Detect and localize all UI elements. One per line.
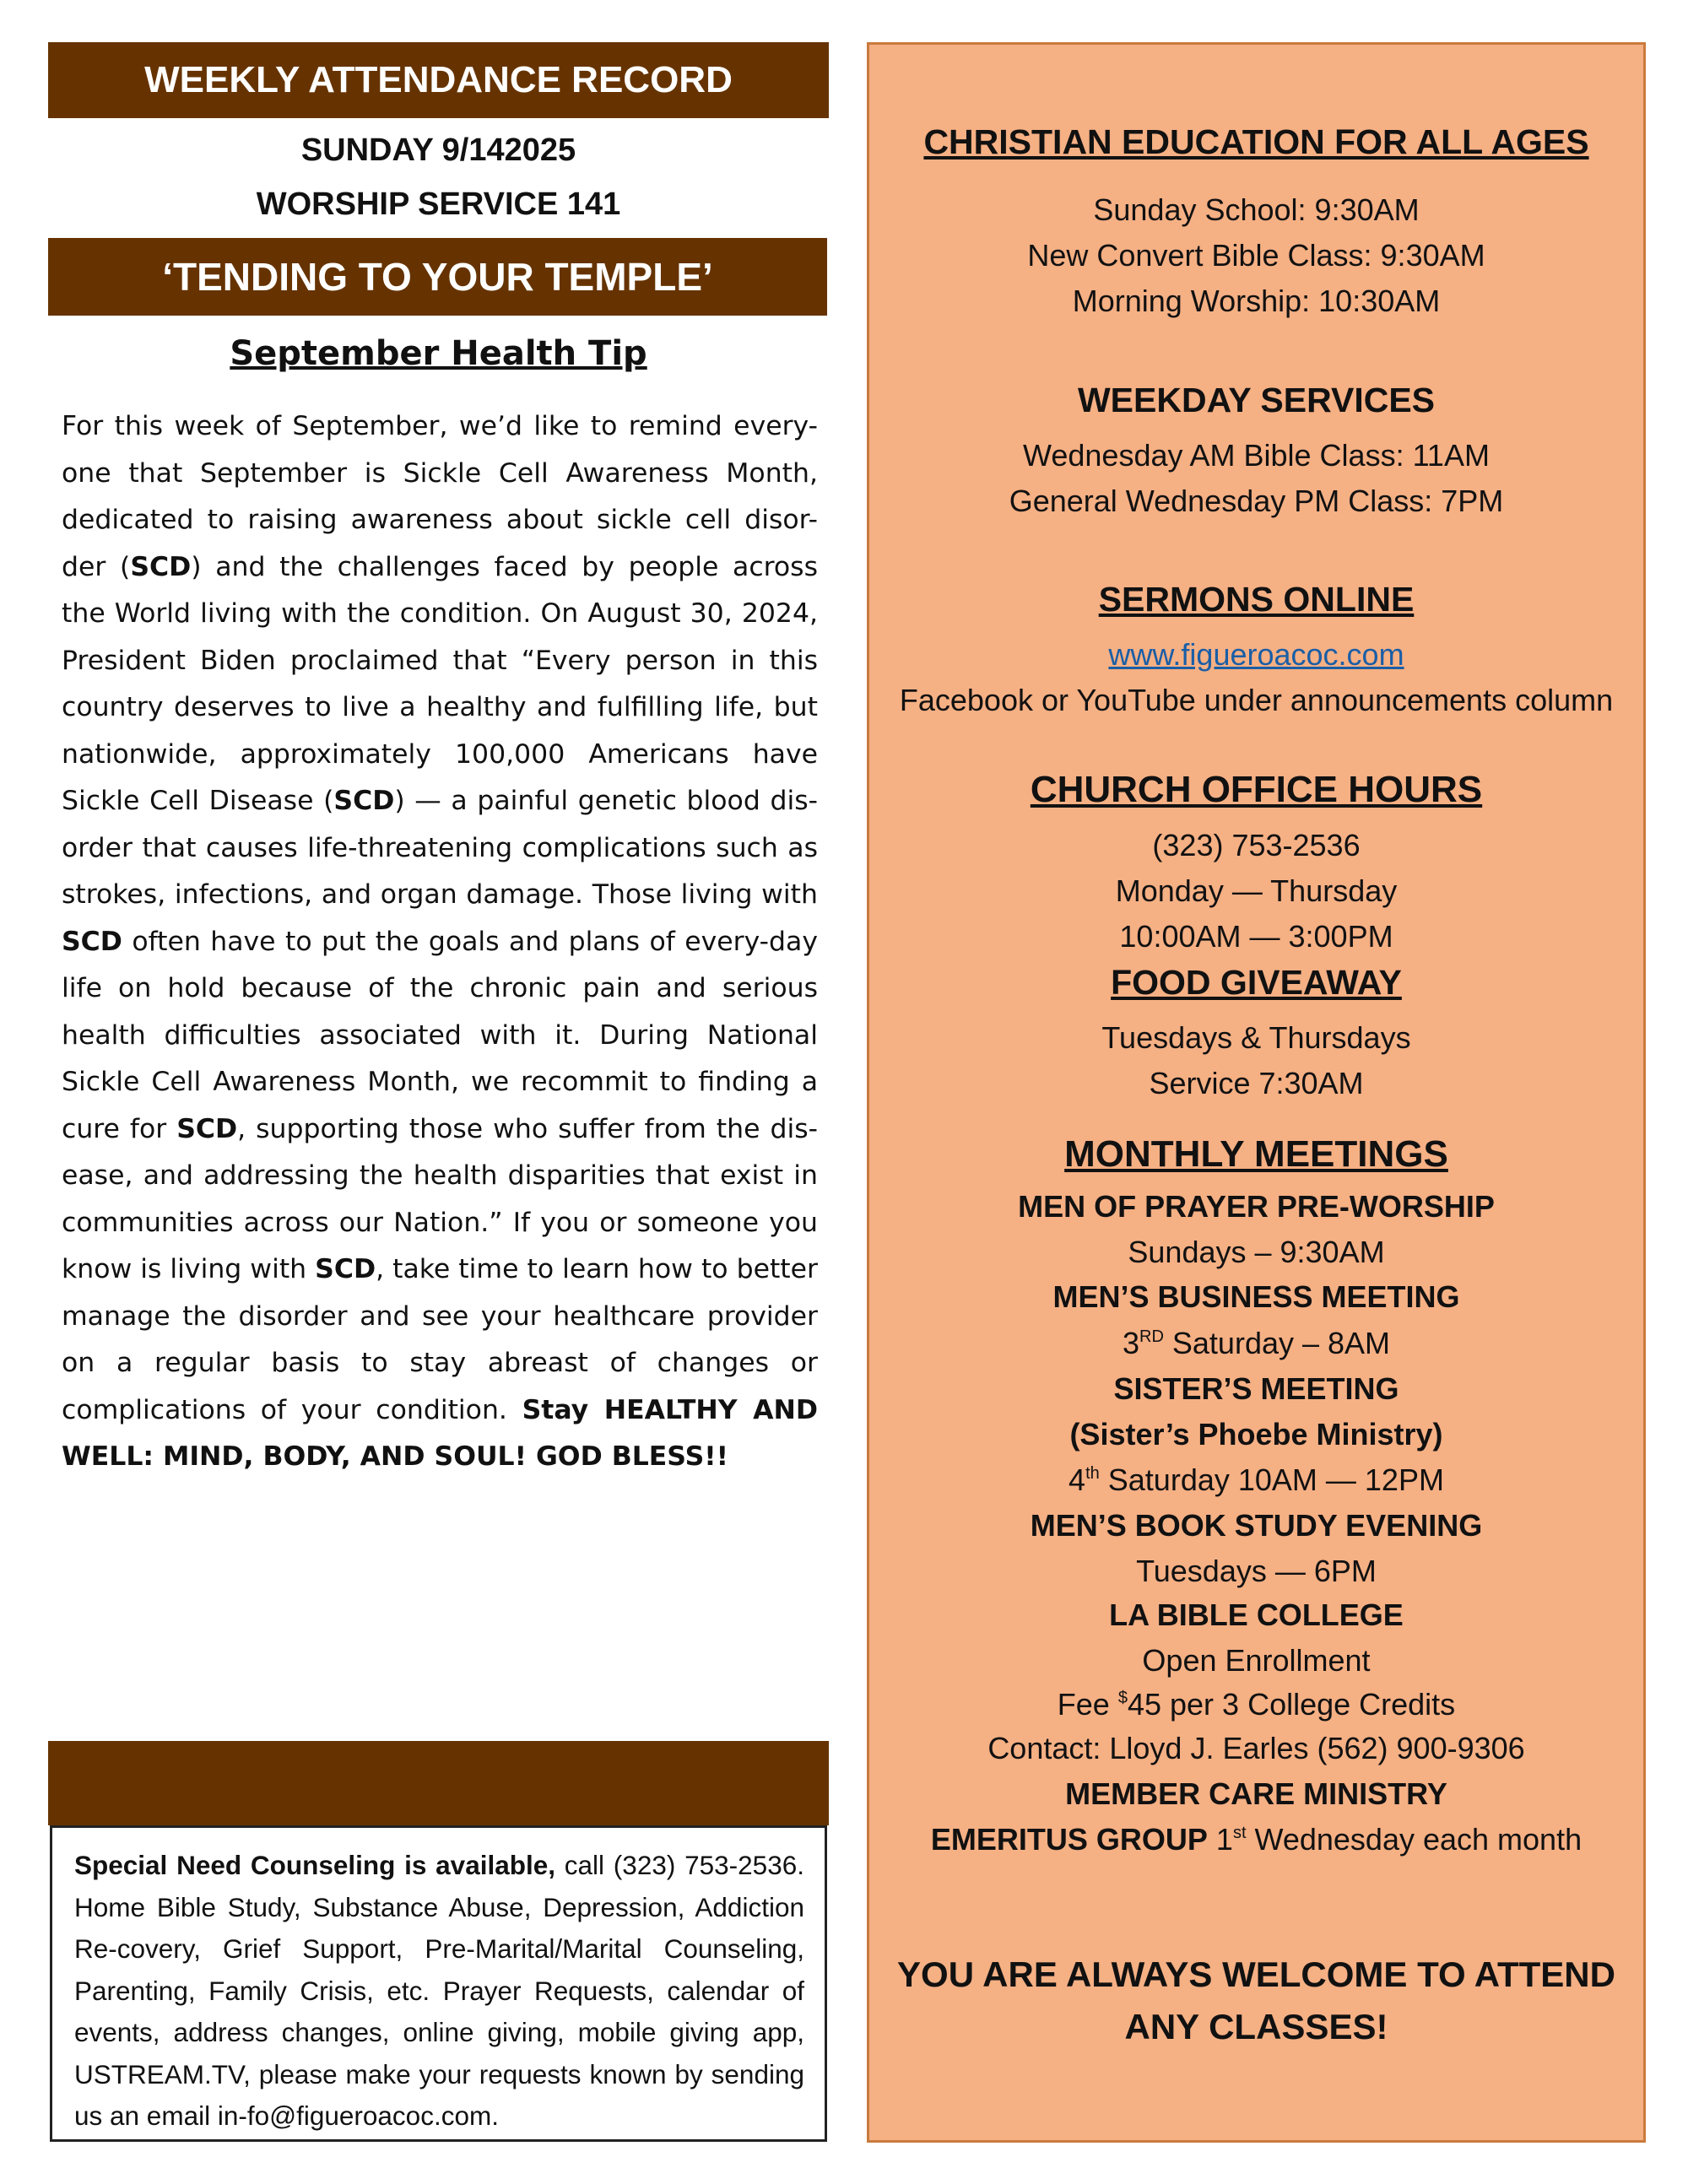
- monthly-meetings-title: MONTHLY MEETINGS: [1064, 1133, 1448, 1175]
- office-hours-title: CHURCH OFFICE HOURS: [1030, 769, 1483, 810]
- sermons-online-title: SERMONS ONLINE: [1098, 580, 1415, 619]
- office-days: Monday — Thursday: [1115, 873, 1398, 908]
- meeting-name: MEN OF PRAYER PRE-WORSHIP: [1018, 1189, 1495, 1224]
- attendance-header: WEEKLY ATTENDANCE RECORD: [48, 42, 829, 118]
- meeting-name: MEMBER CARE MINISTRY: [1065, 1776, 1447, 1811]
- tip-scd: SCD: [130, 551, 192, 582]
- meeting-name: MEN’S BOOK STUDY EVENING: [1030, 1508, 1483, 1543]
- edu-item: Sunday School: 9:30AM: [1093, 192, 1420, 227]
- counseling-header-bar: [48, 1741, 829, 1825]
- left-column: [48, 42, 829, 1481]
- tip-scd: SCD: [333, 786, 395, 816]
- college-enrollment: Open Enrollment: [1142, 1643, 1371, 1678]
- emeritus-line: EMERITUS GROUP 1st Wednesday each month: [930, 1822, 1582, 1857]
- edu-item: New Convert Bible Class: 9:30AM: [1027, 238, 1485, 273]
- tip-text: , take time to learn how to better manage the disorder and see your healthcare provider on a regular basis to stay abreast of changes or complications of your condition.: [62, 1254, 818, 1425]
- sermons-link[interactable]: www.figueroacoc.com: [1108, 637, 1404, 672]
- sunday-date: SUNDAY 9/142025: [300, 132, 576, 168]
- edu-item: Morning Worship: 10:30AM: [1072, 284, 1441, 318]
- tip-closing: Stay HEALTHY AND WELL: MIND, BODY, AND SOUL! GOD BLESS!!: [62, 1394, 819, 1472]
- health-tip-title: September Health Tip: [230, 334, 647, 373]
- college-fee: Fee $45 per 3 College Credits: [1057, 1687, 1456, 1722]
- food-days: Tuesdays & Thursdays: [1101, 1020, 1411, 1055]
- right-column: [867, 42, 1646, 2143]
- tip-scd: SCD: [315, 1254, 376, 1284]
- sermons-note: Facebook or YouTube under announcements column: [899, 683, 1614, 717]
- weekday-services-title: WEEKDAY SERVICES: [1077, 381, 1436, 419]
- meeting-name: MEN’S BUSINESS MEETING: [1052, 1279, 1460, 1314]
- meeting-time: 4th Saturday 10AM — 12PM: [1069, 1462, 1444, 1497]
- meeting-time: 3RD Saturday – 8AM: [1122, 1326, 1391, 1360]
- tip-text: ) and the challenges faced by people across the World living with the condition. On August 30, 2024, President Biden proclaimed that “Every person in this country deserves to live a healthy and fulfilling life, but nationwide, approximately 100,000 Americans have Sickle Cell Disease (: [62, 551, 818, 816]
- meeting-time: Tuesdays — 6PM: [1136, 1554, 1377, 1588]
- health-tip-body: [62, 403, 818, 1481]
- meeting-subtitle: (Sister’s Phoebe Ministry): [1069, 1417, 1443, 1451]
- meeting-name: LA BIBLE COLLEGE: [1109, 1597, 1404, 1632]
- tip-text: ) — a painful genetic blood dis-order that causes life-threatening complications such as strokes, infections, and organ damage. Those living with: [62, 786, 818, 910]
- worship-service-count: WORSHIP SERVICE 141: [256, 187, 621, 222]
- tip-text: often have to put the goals and plans of every-day life on hold because of the chronic pain and serious health difficulties associated with it. During National Sickle Cell Awareness Month, we recommit to finding a cure for: [62, 926, 818, 1144]
- weekday-item: Wednesday AM Bible Class: 11AM: [1023, 438, 1490, 473]
- meeting-name: SISTER’S MEETING: [1113, 1371, 1399, 1406]
- counseling-box: [50, 1825, 827, 2142]
- temple-banner: ‘TENDING TO YOUR TEMPLE’: [48, 238, 827, 316]
- welcome-line-2: ANY CLASSES!: [1124, 2007, 1388, 2046]
- tip-text: For this week of September, we’d like to remind every-one that September is Sickle Cell Awareness Month, dedicated to raising awareness about sickle cell disor-der (: [62, 411, 818, 582]
- office-phone: (323) 753-2536: [1152, 828, 1361, 862]
- college-contact: Contact: Lloyd J. Earles (562) 900-9306: [987, 1731, 1525, 1765]
- food-time: Service 7:30AM: [1149, 1066, 1364, 1100]
- tip-scd: SCD: [176, 1113, 238, 1144]
- tip-scd: SCD: [62, 926, 122, 957]
- counseling-text: call (323) 753-2536. Home Bible Study, Substance Abuse, Depression, Addiction Re-covery, Grief Support, Pre-Marital/Marital Counseling, Parenting, Family Crisis, etc. Prayer Requests, calendar of events, address changes, online giving, mobile giving app, USTREAM.TV, please make your requests known by sending us an email in-fo@figueroacoc.com.: [74, 1850, 804, 2131]
- meeting-time: Sundays – 9:30AM: [1128, 1235, 1385, 1269]
- office-times: 10:00AM — 3:00PM: [1119, 919, 1393, 954]
- welcome-line-1: YOU ARE ALWAYS WELCOME TO ATTEND: [897, 1954, 1615, 1994]
- counseling-lead: Special Need Counseling is available,: [74, 1850, 556, 1880]
- food-giveaway-title: FOOD GIVEAWAY: [1111, 963, 1402, 1002]
- christian-education-title: CHRISTIAN EDUCATION FOR ALL AGES: [923, 122, 1589, 161]
- tip-text: , supporting those who suffer from the dis-ease, and addressing the health disparities that exist in communities across our Nation.” If you or someone you know is living with: [62, 1113, 818, 1284]
- weekday-item: General Wednesday PM Class: 7PM: [1009, 484, 1504, 518]
